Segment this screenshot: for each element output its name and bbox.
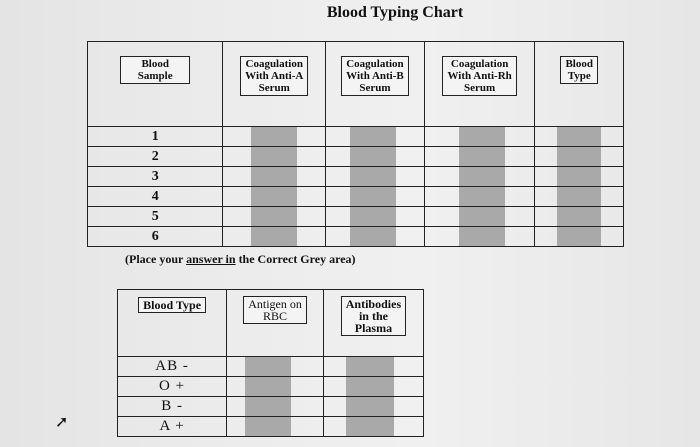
blood-type-label: B - (118, 397, 227, 417)
sample-row (88, 207, 624, 227)
grey-answer-area[interactable] (557, 227, 601, 246)
grey-answer-area[interactable] (251, 147, 297, 166)
header-blood-type: Blood Type (560, 56, 598, 84)
grey-answer-area[interactable] (557, 167, 601, 186)
grey-answer-area[interactable] (557, 187, 601, 206)
grey-answer-area[interactable] (459, 207, 505, 226)
sample-number: 5 (88, 207, 223, 227)
grey-answer-area[interactable] (346, 397, 394, 416)
answer-cell[interactable] (223, 127, 326, 147)
answer-cell[interactable] (323, 357, 423, 377)
grey-answer-area[interactable] (459, 187, 505, 206)
answer-cell[interactable] (535, 167, 624, 187)
grey-answer-area[interactable] (459, 147, 505, 166)
grey-answer-area[interactable] (251, 167, 297, 186)
blood-type-row (118, 417, 424, 437)
grey-answer-area[interactable] (346, 357, 394, 376)
header-antibodies: Antibodies in the Plasma (341, 296, 406, 336)
grey-answer-area[interactable] (557, 147, 601, 166)
antigen-antibody-table (117, 289, 424, 437)
grey-answer-area[interactable] (251, 187, 297, 206)
grey-answer-area[interactable] (350, 127, 396, 146)
header-antigen: Antigen on RBC (243, 296, 307, 324)
answer-cell[interactable] (424, 127, 535, 147)
answer-cell[interactable] (424, 207, 535, 227)
answer-cell[interactable] (326, 187, 425, 207)
answer-cell[interactable] (326, 227, 425, 247)
sample-number: 2 (88, 147, 223, 167)
header-blood-sample: Blood Sample (120, 56, 190, 84)
grey-answer-area[interactable] (346, 377, 394, 396)
note-underlined: answer in (186, 252, 236, 266)
grey-answer-area[interactable] (459, 167, 505, 186)
header-anti-rh: Coagulation With Anti-Rh Serum (442, 56, 516, 96)
grey-answer-area[interactable] (251, 127, 297, 146)
grey-answer-area[interactable] (346, 417, 394, 436)
grey-answer-area[interactable] (350, 207, 396, 226)
blood-type-row (118, 397, 424, 417)
answer-cell[interactable] (223, 187, 326, 207)
answer-cell[interactable] (227, 417, 324, 437)
antigen-body (118, 357, 424, 437)
note-suffix: the Correct Grey area) (235, 252, 356, 266)
grey-answer-area[interactable] (245, 397, 291, 416)
answer-cell[interactable] (424, 227, 535, 247)
answer-cell[interactable] (223, 207, 326, 227)
answer-cell[interactable] (424, 167, 535, 187)
grey-answer-area[interactable] (251, 207, 297, 226)
header-cell-type (118, 290, 227, 357)
sample-row (88, 187, 624, 207)
typing-body (88, 127, 624, 247)
sample-number: 6 (88, 227, 223, 247)
blood-type-label: AB - (118, 357, 227, 377)
blood-type-row (118, 357, 424, 377)
header-cell-sample (88, 42, 223, 127)
header-cell-antibodies (323, 290, 423, 357)
grey-answer-area[interactable] (245, 417, 291, 436)
header-cell-blood-type (535, 42, 624, 127)
header-cell-anti-a (223, 42, 326, 127)
answer-cell[interactable] (227, 377, 324, 397)
grey-answer-area[interactable] (251, 227, 297, 246)
blood-type-label: O + (118, 377, 227, 397)
antigen-header-row (118, 290, 424, 357)
answer-cell[interactable] (424, 187, 535, 207)
grey-answer-area[interactable] (350, 227, 396, 246)
answer-cell[interactable] (326, 127, 425, 147)
instruction-note (125, 252, 356, 267)
answer-cell[interactable] (535, 207, 624, 227)
answer-cell[interactable] (326, 147, 425, 167)
answer-cell[interactable] (323, 417, 423, 437)
grey-answer-area[interactable] (557, 127, 601, 146)
answer-cell[interactable] (535, 187, 624, 207)
answer-cell[interactable] (424, 147, 535, 167)
answer-cell[interactable] (227, 397, 324, 417)
grey-answer-area[interactable] (557, 207, 601, 226)
sample-row (88, 227, 624, 247)
answer-cell[interactable] (223, 147, 326, 167)
blood-type-label: A + (118, 417, 227, 437)
grey-answer-area[interactable] (459, 127, 505, 146)
header-cell-anti-b (326, 42, 425, 127)
grey-answer-area[interactable] (245, 377, 291, 396)
header-anti-a: Coagulation With Anti-A Serum (240, 56, 308, 96)
answer-cell[interactable] (323, 397, 423, 417)
answer-cell[interactable] (326, 207, 425, 227)
answer-cell[interactable] (323, 377, 423, 397)
header-type: Blood Type (138, 297, 206, 313)
blood-typing-table (87, 41, 624, 247)
mouse-cursor-icon: ➚ (55, 414, 69, 431)
grey-answer-area[interactable] (245, 357, 291, 376)
answer-cell[interactable] (223, 227, 326, 247)
answer-cell[interactable] (223, 167, 326, 187)
answer-cell[interactable] (535, 127, 624, 147)
page-title: Blood Typing Chart (326, 4, 464, 21)
grey-answer-area[interactable] (459, 227, 505, 246)
header-cell-antigen (227, 290, 324, 357)
header-cell-anti-rh (424, 42, 535, 127)
grey-answer-area[interactable] (350, 167, 396, 186)
sample-number: 3 (88, 167, 223, 187)
answer-cell[interactable] (227, 357, 324, 377)
answer-cell[interactable] (326, 167, 425, 187)
sample-number: 4 (88, 187, 223, 207)
sample-row (88, 167, 624, 187)
blood-type-row (118, 377, 424, 397)
header-anti-b: Coagulation With Anti-B Serum (341, 56, 409, 96)
answer-cell[interactable] (535, 227, 624, 247)
sample-number: 1 (88, 127, 223, 147)
sample-row (88, 147, 624, 167)
note-prefix: (Place your (125, 252, 187, 266)
grey-answer-area[interactable] (350, 147, 396, 166)
grey-answer-area[interactable] (350, 187, 396, 206)
typing-header-row (88, 42, 624, 127)
sample-row (88, 127, 624, 147)
answer-cell[interactable] (535, 147, 624, 167)
